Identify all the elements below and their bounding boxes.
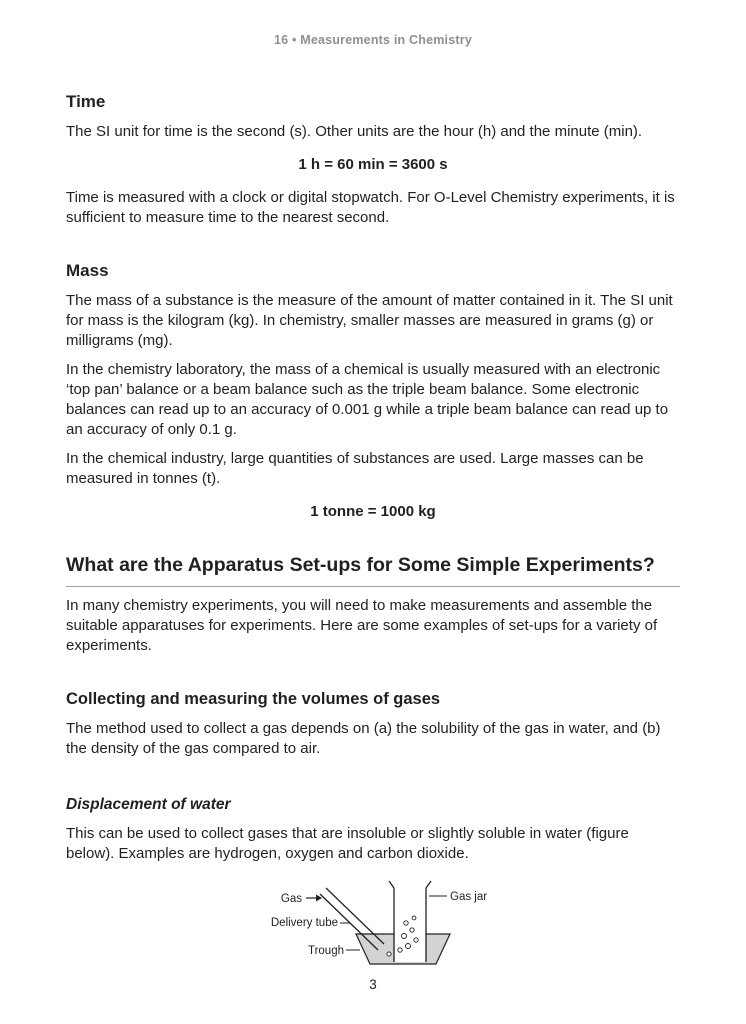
mass-paragraph-1: The mass of a substance is the measure of the amount of matter contained in it. The SI unit for mass is the kilogram (kg). In chemistry, smaller masses are measured in grams (g) or milligrams (mg). [66, 292, 673, 349]
collecting-gases-heading: Collecting and measuring the volumes of gases [66, 690, 441, 708]
mass-equation: 1 tonne = 1000 kg [310, 503, 436, 520]
displacement-paragraph: This can be used to collect gases that are insoluble or slightly soluble in water (figure below). Examples are hydrogen, oxygen and carbon dioxide. [66, 825, 629, 862]
time-paragraph-1: The SI unit for time is the second (s). Other units are the hour (h) and the minute (min). [66, 123, 643, 140]
mass-paragraph-2: In the chemistry laboratory, the mass of a chemical is usually measured with an electronic ‘top pan’ balance or a beam balance such as the triple beam balance. Some electronic balances can read up to an accuracy of 0.001 g while a triple beam balance can read up to an accuracy of only 0.1 g. [66, 361, 669, 438]
apparatus-paragraph-1: In many chemistry experiments, you will need to make measurements and assemble the suitable apparatuses for experiments. Here are some examples of set-ups for a variety of experiments. [66, 597, 658, 654]
time-paragraph-2: Time is measured with a clock or digital stopwatch. For O-Level Chemistry experiments, it is sufficient to measure time to the nearest second. [66, 189, 675, 226]
section-heading-mass: Mass [66, 261, 109, 280]
mass-paragraph-3: In the chemical industry, large quantities of substances are used. Large masses can be measured in tonnes (t). [66, 450, 644, 487]
section-heading-time: Time [66, 92, 106, 111]
collecting-gases-paragraph: The method used to collect a gas depends on (a) the solubility of the gas in water, and (b) the density of the gas compared to air. [66, 720, 661, 757]
displacement-heading: Displacement of water [66, 796, 231, 813]
gas-arrow-icon [306, 895, 322, 902]
gas-label: Gas [280, 893, 302, 905]
page-number: 3 [369, 977, 377, 992]
trough-label: Trough [307, 945, 344, 957]
time-equation: 1 h = 60 min = 3600 s [298, 156, 448, 173]
figure-container [266, 878, 680, 983]
gas-collection-diagram [266, 878, 496, 978]
apparatus-main-heading: What are the Apparatus Set-ups for Some Simple Experiments? [66, 552, 680, 587]
delivery-tube-label: Delivery tube [270, 917, 338, 929]
running-header: 16 • Measurements in Chemistry [274, 33, 472, 47]
page-content [0, 91, 746, 983]
gas-jar-label: Gas jar [450, 891, 488, 903]
